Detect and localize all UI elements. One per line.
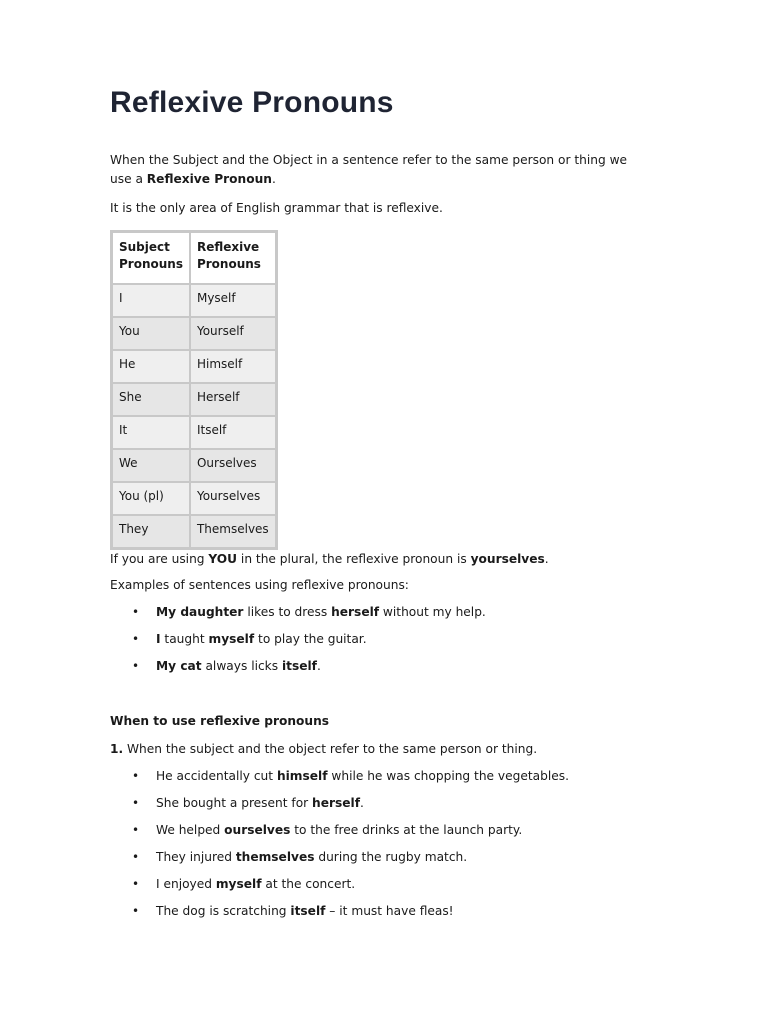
- examples-list: [110, 603, 650, 676]
- use-text: He accidentally cut: [156, 769, 277, 783]
- plural-note-bold-yourselves: yourselves: [470, 552, 545, 566]
- table-row: [112, 383, 276, 416]
- table-row: [112, 284, 276, 317]
- example-bold: myself: [208, 632, 255, 646]
- bullet-icon: •: [132, 823, 140, 837]
- page-title: Reflexive Pronouns: [110, 86, 394, 119]
- example-text: likes to dress: [243, 605, 332, 619]
- subject-pronoun-cell: You (pl): [112, 482, 190, 515]
- example-text: always licks: [201, 659, 282, 673]
- subject-pronoun-cell: He: [112, 350, 190, 383]
- pronoun-table: [110, 230, 278, 550]
- subject-pronoun-cell: You: [112, 317, 190, 350]
- list-item: [110, 875, 650, 894]
- subject-pronoun-cell: They: [112, 515, 190, 548]
- example-bold: herself: [331, 605, 380, 619]
- use-bold: herself: [312, 796, 360, 810]
- example-bold: My cat: [156, 659, 202, 673]
- use-bold: ourselves: [224, 823, 291, 837]
- point-one: [110, 740, 650, 759]
- list-item: [110, 657, 650, 676]
- bullet-icon: •: [132, 769, 140, 783]
- intro-bold-term: Reflexive Pronoun: [146, 172, 272, 186]
- table-row: [112, 515, 276, 548]
- bullet-icon: •: [132, 904, 140, 918]
- uses-list: [110, 767, 650, 921]
- examples-intro: Examples of sentences using reflexive pronouns:: [110, 578, 409, 592]
- bullet-icon: •: [132, 850, 140, 864]
- table-row: [112, 482, 276, 515]
- plural-note: [110, 550, 650, 569]
- example-text: .: [316, 659, 321, 673]
- table-header-subject: Subject Pronouns: [112, 232, 190, 284]
- reflexive-pronoun-cell: Themselves: [190, 515, 276, 548]
- list-item: [110, 848, 650, 867]
- intro-end: .: [271, 172, 276, 186]
- table-header-row: [112, 232, 276, 284]
- example-bold: itself: [281, 659, 317, 673]
- example-bold: I: [156, 632, 161, 646]
- intro-paragraph: [110, 151, 640, 189]
- bullet-icon: •: [132, 659, 140, 673]
- reflexive-pronoun-cell: Yourself: [190, 317, 276, 350]
- list-item: [110, 603, 650, 622]
- bullet-icon: •: [132, 877, 140, 891]
- bullet-icon: •: [132, 605, 140, 619]
- use-text: They injured: [156, 850, 236, 864]
- reflexive-pronoun-cell: Itself: [190, 416, 276, 449]
- bullet-icon: •: [132, 796, 140, 810]
- example-text: to play the guitar.: [254, 632, 367, 646]
- example-text: without my help.: [379, 605, 486, 619]
- list-item: [110, 630, 650, 649]
- bullet-icon: •: [132, 632, 140, 646]
- subject-pronoun-cell: I: [112, 284, 190, 317]
- list-item: [110, 821, 650, 840]
- use-text: We helped: [156, 823, 225, 837]
- subject-pronoun-cell: It: [112, 416, 190, 449]
- reflexive-pronoun-cell: Himself: [190, 350, 276, 383]
- use-text: .: [360, 796, 364, 810]
- table-row: [112, 317, 276, 350]
- table-row: [112, 416, 276, 449]
- subject-pronoun-cell: We: [112, 449, 190, 482]
- reflexive-pronoun-cell: Myself: [190, 284, 276, 317]
- use-text: while he was chopping the vegetables.: [327, 769, 569, 783]
- use-text: to the free drinks at the launch party.: [290, 823, 523, 837]
- subject-pronoun-cell: She: [112, 383, 190, 416]
- section-heading: When to use reflexive pronouns: [110, 714, 330, 728]
- plural-note-text: .: [544, 552, 549, 566]
- use-text: at the concert.: [261, 877, 356, 891]
- reflexive-pronoun-cell: Yourselves: [190, 482, 276, 515]
- reflexive-pronoun-cell: Herself: [190, 383, 276, 416]
- use-bold: myself: [215, 877, 262, 891]
- use-bold: himself: [276, 769, 328, 783]
- reflexive-note: It is the only area of English grammar that is reflexive.: [110, 201, 443, 215]
- plural-note-text: If you are using: [110, 552, 209, 566]
- use-bold: themselves: [235, 850, 315, 864]
- table-row: [112, 350, 276, 383]
- intro-text: When the Subject and the Object in a sentence refer to the same person or thing we use a: [110, 153, 628, 186]
- list-item: [110, 767, 650, 786]
- use-bold: itself: [290, 904, 326, 918]
- use-text: The dog is scratching: [156, 904, 291, 918]
- table-header-reflexive: Reflexive Pronouns: [190, 232, 276, 284]
- list-item: [110, 902, 650, 921]
- example-bold: My daughter: [156, 605, 244, 619]
- list-item: [110, 794, 650, 813]
- plural-note-text: in the plural, the reflexive pronoun is: [237, 552, 471, 566]
- use-text: She bought a present for: [156, 796, 313, 810]
- plural-note-bold-you: YOU: [208, 552, 238, 566]
- document-page: [110, 84, 650, 921]
- point-text: When the subject and the object refer to the same person or thing.: [123, 742, 538, 756]
- example-text: taught: [160, 632, 209, 646]
- point-number: 1.: [110, 742, 124, 756]
- table-row: [112, 449, 276, 482]
- use-text: during the rugby match.: [314, 850, 468, 864]
- use-text: – it must have fleas!: [325, 904, 454, 918]
- reflexive-pronoun-cell: Ourselves: [190, 449, 276, 482]
- use-text: I enjoyed: [156, 877, 216, 891]
